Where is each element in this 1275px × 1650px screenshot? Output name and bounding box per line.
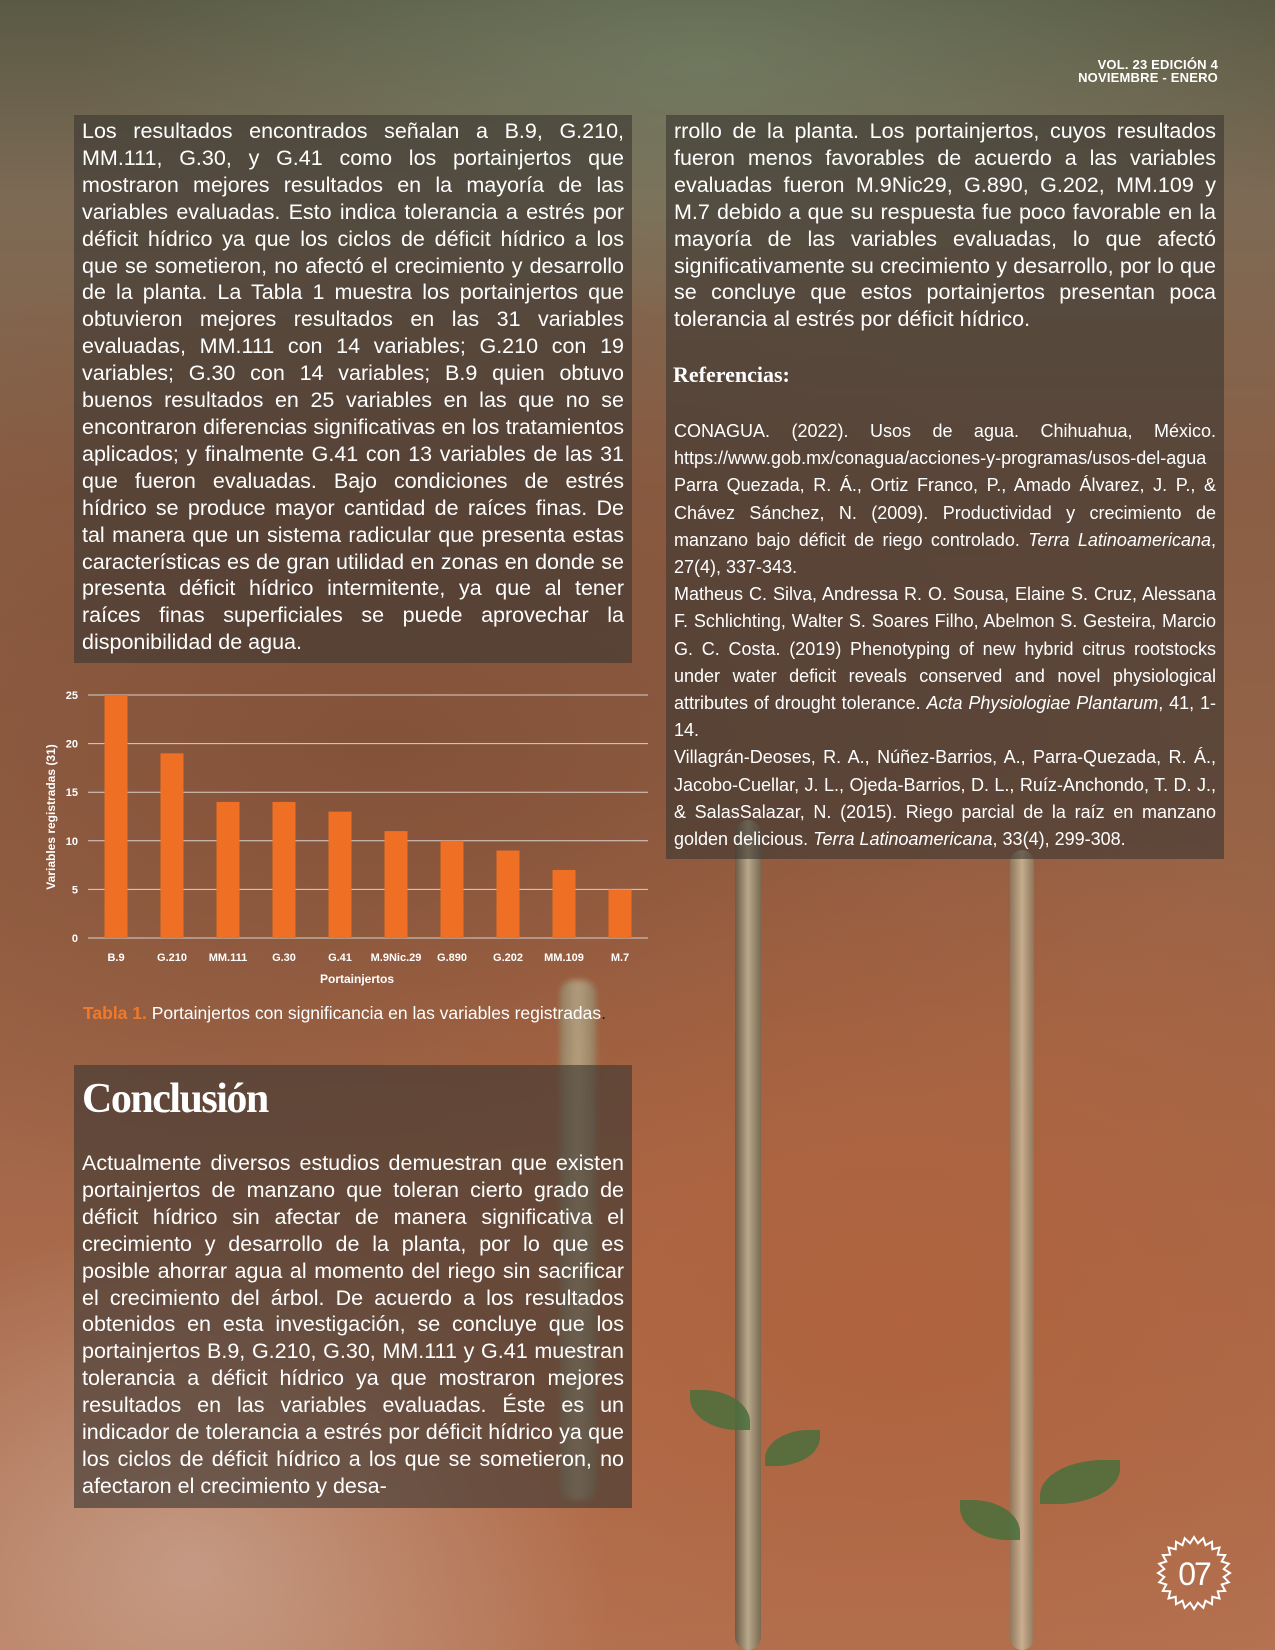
chart-bars [105,695,632,938]
continuation-paragraph: rrollo de la planta. Los portainjertos, cuyos resultados fueron menos favorables de acuerdo a las variables evaluadas fueron M.9Nic29, G.890, G.202, MM.109 y M.7 debido a que su respuesta fue poco favorable en la mayoría de las variables evaluadas, lo que afectó significativamente su crecimiento y desarrollo, por lo que se concluye que estos portainjertos presentan poca tolerancia al estrés por déficit hídrico. [674,119,1216,332]
issue-volume: VOL. 23 EDICIÓN 4 [1097,57,1218,72]
chart-x-tick-labels [107,952,629,964]
chart-y-tick-label: 5 [71,884,78,897]
chart-bar-mm109 [553,870,576,938]
chart-x-axis-label: Portainjertos [319,972,395,986]
background-leaf [765,1430,820,1466]
results-panel [74,115,632,663]
continuation-panel [666,115,1224,337]
reference-journal: Acta Physiologiae Plantarum [926,693,1159,714]
chart-bar-mm111 [217,802,240,938]
caption-period: . [601,1003,607,1023]
chart-x-tick-label: M.7 [610,952,630,964]
chart-bar-g202 [497,851,520,938]
chart-y-tick-labels [66,690,78,945]
chart-y-axis-label: Variables registradas (31) [44,744,58,890]
reference-item: Parra Quezada, R. Á., Ortiz Franco, P., Amado Álvarez, J. P., & Chávez Sánchez, N. (2009). Productividad y crecimiento de manzano bajo déficit de riego controlado. Terra Latinoamericana, 27(4), 337-343. [674,475,1217,578]
chart-bar-g30 [273,802,296,938]
table-caption [83,1003,606,1024]
reference-journal: Terra Latinoamericana [813,829,993,850]
reference-item: Villagrán-Deoses, R. A., Núñez-Barrios, A., Parra-Quezada, R. Á., Jacobo-Cuellar, J. L., Ojeda-Barrios, D. L., Ruíz-Anchondo, T. D. J., & SalasSalazar, N. (2015). Riego parcial de la raíz en manzano golden delicious. Terra Latinoamericana, 33(4), 299-308. [674,747,1216,850]
chart-x-tick-label: G.202 [493,952,523,964]
page-number: 07 [1178,1556,1210,1592]
chart-x-tick-label: G.41 [328,952,352,964]
reference-journal: Terra Latinoamericana [1028,529,1211,550]
chart-bar-g210 [161,753,184,938]
chart-x-tick-label: MM.111 [208,952,248,964]
chart-y-tick-label: 10 [65,835,78,848]
chart-bar-b9 [105,695,128,938]
chart-y-tick-label: 25 [65,690,78,702]
chart-x-tick-label: MM.109 [544,952,584,964]
page-number-badge [1156,1535,1232,1611]
references-title: Referencias: [673,362,790,387]
rootstock-bar-chart [30,680,660,990]
chart-x-tick-label: B.9 [107,952,125,964]
chart-x-tick-label: G.210 [157,952,187,964]
caption-text: Portainjertos con significancia en las variables registradas [151,1003,602,1023]
conclusion-paragraph: Actualmente diversos estudios demuestran que existen portainjertos de manzano que toleran cierto grado de déficit hídrico sin afectar de manera significativa el crecimiento y desarrollo de la planta, por lo que es posible ahorrar agua al momento del riego sin sacrificar el crecimiento del árbol. De acuerdo a los resultados obtenidos en esta investigación, se concluye que los portainjertos B.9, G.210, G.30, MM.111 y G.41 muestran tolerancia a déficit hídrico ya que mostraron mejores resultados en las variables evaluadas. Éste es un indicador de tolerancia a estrés por déficit hídrico ya que los ciclos de déficit hídrico a los que se sometieron, no afectaron el crecimiento y desa- [82,1151,624,1498]
issue-header [1078,58,1218,84]
chart-bar-g41 [329,812,352,938]
chart-bar-m7 [609,889,632,938]
caption-label: Tabla 1. [83,1003,147,1023]
chart-bar-g890 [441,841,464,938]
chart-y-tick-label: 0 [71,933,78,945]
chart-y-tick-label: 15 [65,787,78,800]
reference-item: CONAGUA. (2022). Usos de agua. Chihuahua, México. https://www.gob.mx/conagua/acciones-y-programas/usos-del-agua [674,421,1216,469]
references-list [666,418,1224,853]
reference-item: Matheus C. Silva, Andressa R. O. Sousa, Elaine S. Cruz, Alessana F. Schlichting, Walter S. Soares Filho, Abelmon S. Gesteira, Marcio G. C. Costa. (2019) Phenotyping of new hybrid citrus rootstocks under water deficit reveals conserved and novel physiological attributes of drought tolerance. Acta Physiologiae Plantarum, 41, 1-14. [674,584,1216,741]
issue-period: NOVIEMBRE - ENERO [1078,70,1218,85]
results-paragraph: Los resultados encontrados señalan a B.9, G.210, MM.111, G.30, y G.41 como los portainjertos que mostraron mejores resultados en la mayoría de las variables evaluadas. Esto indica tolerancia a estrés por déficit hídrico ya que los ciclos de déficit hídrico a los que se sometieron, no afectó el crecimiento y desarrollo de la planta. La Tabla 1 muestra los portainjertos que obtuvieron mejores resultados en las 31 variables evaluadas, MM.111 con 14 variables; G.210 con 19 variables; G.30 con 14 variables; B.9 quien obtuvo buenos resultados en 25 variables en las que no se encontraron diferencias significativas en los tratamientos aplicados; y finalmente G.41 con 13 variables de las 31 que fueron evaluadas. Bajo condiciones de estrés hídrico se produce mayor cantidad de raíces finas. De tal manera que un sistema radicular que presenta estas características es de gran utilidad en zonas en donde se presenta déficit hídrico intermitente, ya que al tener raíces finas superficiales se puede aprovechar la disponibilidad de agua. [82,119,624,655]
chart-x-tick-label: G.890 [437,952,467,964]
conclusion-title: Conclusión [82,1076,268,1122]
chart-y-tick-label: 20 [65,738,78,751]
chart-bar-m9nic29 [385,831,408,938]
background-leaf [1040,1460,1120,1504]
background-plant-stem [735,820,761,1650]
chart-x-tick-label: M.9Nic.29 [370,952,422,964]
conclusion-panel [74,1065,632,1508]
chart-x-tick-label: G.30 [272,952,296,964]
